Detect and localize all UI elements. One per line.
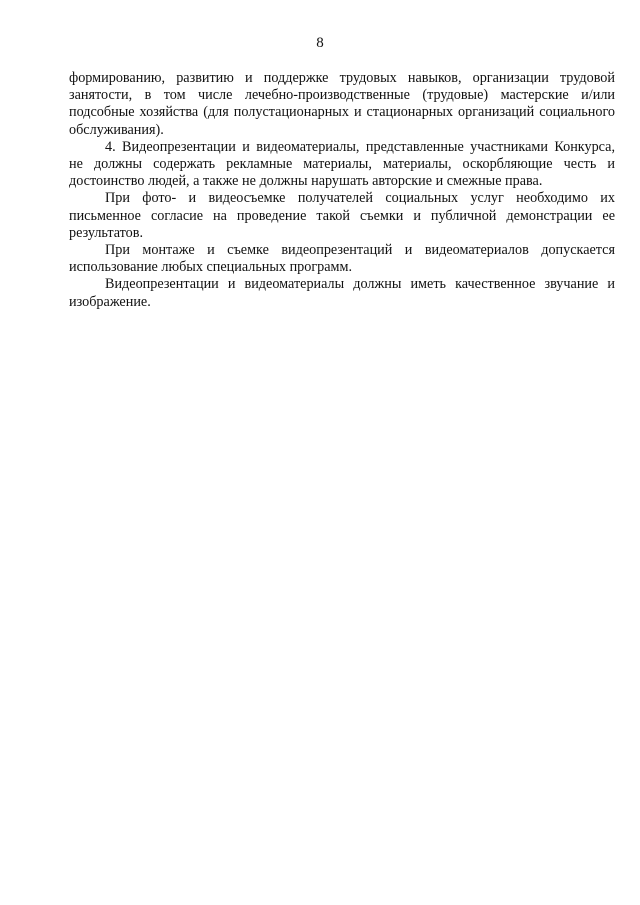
paragraph-item-4: 4. Видеопрезентации и видеоматериалы, представленные участниками Конкурса, не должны содержать рекламные материалы, материалы, оскорбляющие честь и достоинство людей, а также не должны нарушать авторские и смежные права. <box>69 138 615 190</box>
paragraph-consent: При фото- и видеосъемке получателей социальных услуг необходимо их письменное согласие на проведение такой съемки и публичной демонстрации ее результатов. <box>69 190 615 241</box>
paragraph-editing-software: При монтаже и съемке видеопрезентаций и видеоматериалов допускается использование любых специальных программ. <box>69 242 615 276</box>
paragraph-continuation: формированию, развитию и поддержке трудовых навыков, организации трудовой занятости, в том числе лечебно-производственные (трудовые) мастерские и/или подсобные хозяйства (для полустационарных и стационарных организаций социального обслуживания). <box>69 70 615 138</box>
document-body <box>69 70 615 311</box>
page-number: 8 <box>316 35 324 51</box>
paragraph-quality: Видеопрезентации и видеоматериалы должны иметь качественное звучание и изображение. <box>69 276 615 310</box>
